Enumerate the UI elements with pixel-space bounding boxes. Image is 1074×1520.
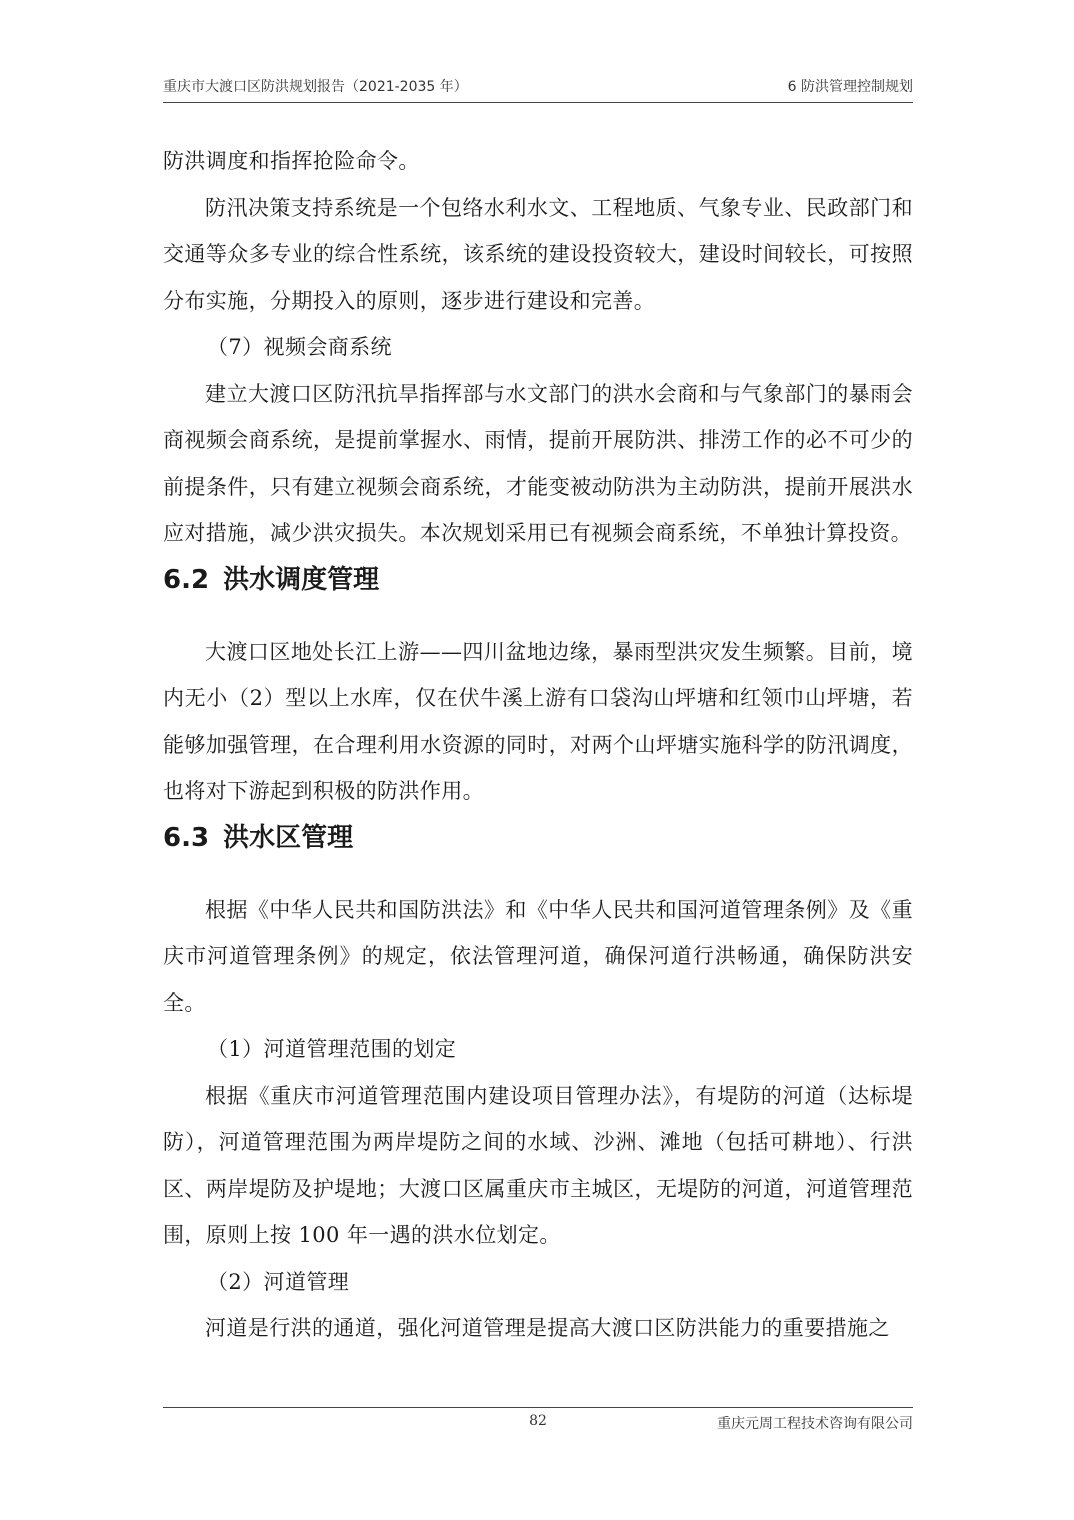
list-item-river-management: （2）河道管理: [207, 1269, 350, 1294]
paragraph-legal-basis: 根据《中华人民共和国防洪法》和《中华人民共和国河道管理条例》及《重庆市河道管理条例》的规定，依法管理河道，确保河道行洪畅通，确保防洪安全。: [163, 897, 913, 1015]
page-body: [163, 138, 913, 1352]
section-heading-6-2: [163, 557, 913, 603]
paragraph-river-management: 河道是行洪的通道，强化河道管理是提高大渡口区防洪能力的重要措施之: [205, 1316, 890, 1340]
section-title: 洪水调度管理: [223, 564, 380, 595]
footer-divider: [163, 1407, 913, 1408]
header-chapter-title: 6 防洪管理控制规划: [787, 79, 913, 95]
list-item-river-scope: （1）河道管理范围的划定: [207, 1037, 457, 1061]
section-title: 洪水区管理: [223, 822, 354, 853]
section-heading-6-3: [163, 815, 913, 861]
company-name: 重庆元周工程技术咨询有限公司: [717, 1416, 913, 1432]
paragraph-video-conference: 建立大渡口区防汛抗旱指挥部与水文部门的洪水会商和与气象部门的暴雨会商视频会商系统，是提前掌握水、雨情，提前开展防洪、排涝工作的必不可少的前提条件，只有建立视频会商系统，才能变被动防洪为主动防洪，提前开展洪水应对措施，减少洪灾损失。本次规划采用已有视频会商系统，不单独计算投资。: [163, 381, 913, 545]
paragraph-decision-support: 防汛决策支持系统是一个包络水利水文、工程地质、气象专业、民政部门和交通等众多专业的综合性系统，该系统的建设投资较大，建设时间较长，可按照分布实施，分期投入的原则，逐步进行建设和完善。: [163, 195, 913, 313]
header-divider: [163, 102, 913, 103]
page-number: 82: [529, 1413, 547, 1429]
section-number: 6.2: [163, 564, 210, 595]
list-item-video-conference: （7）视频会商系统: [207, 335, 392, 359]
paragraph-flood-dispatch: 大渡口区地处长江上游——四川盆地边缘，暴雨型洪灾发生频繁。目前，境内无小（2）型以上水库，仅在伏牛溪上游有口袋沟山坪塘和红领巾山坪塘，若能够加强管理，在合理利用水资源的同时，对两个山坪塘实施科学的防汛调度，也将对下游起到积极的防洪作用。: [163, 639, 913, 803]
header-report-title: 重庆市大渡口区防洪规划报告（2021-2035 年）: [163, 79, 468, 95]
page-footer: [163, 1413, 913, 1437]
paragraph-river-scope: 根据《重庆市河道管理范围内建设项目管理办法》，有堤防的河道（达标堤防），河道管理范围为两岸堤防之间的水域、沙洲、滩地（包括可耕地）、行洪区、两岸堤防及护堤地；大渡口区属重庆市主城区，无堤防的河道，河道管理范围，原则上按 100 年一遇的洪水位划定。: [163, 1083, 913, 1247]
section-number: 6.3: [163, 822, 210, 853]
paragraph-command: 防洪调度和指挥抢险命令。: [163, 149, 420, 173]
